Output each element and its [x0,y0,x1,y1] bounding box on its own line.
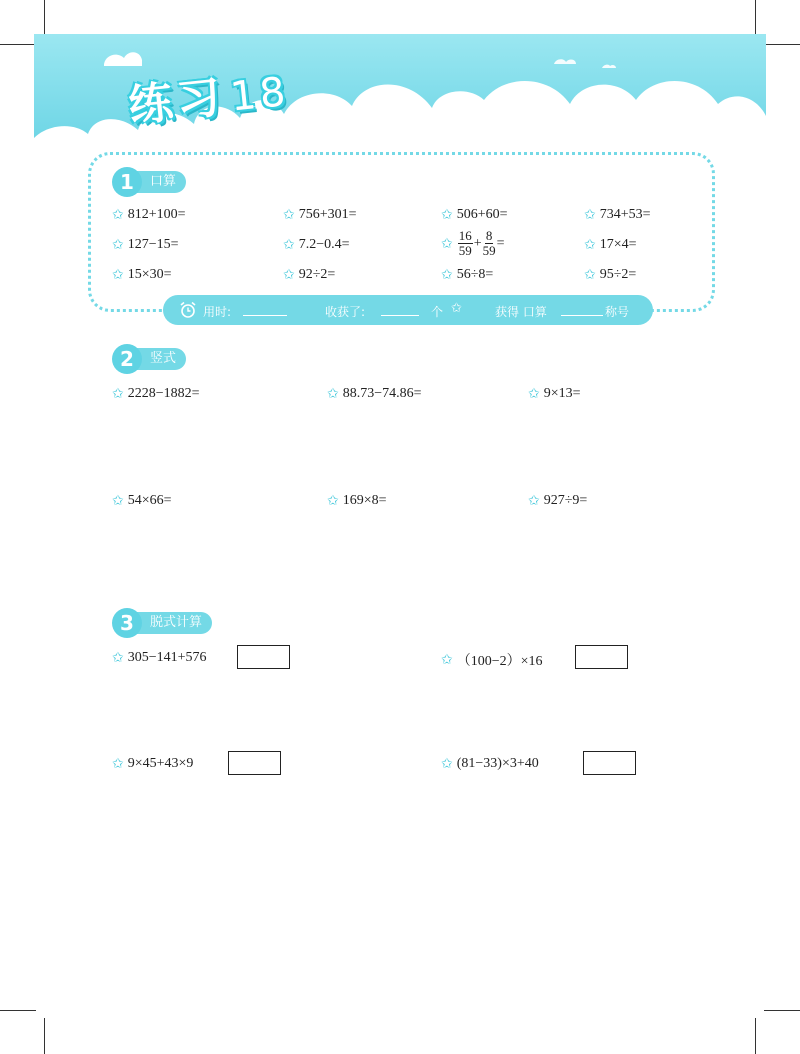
fraction: $\frac{16}{59}$ [458,228,472,258]
problem: ✩ 92÷2= [283,267,336,283]
crop-mark [44,1018,45,1054]
unit-label: 个 [431,305,444,319]
time-blank [243,315,287,316]
crop-mark [0,44,36,45]
crop-mark [764,44,800,45]
problem: ✩ 95÷2= [584,267,637,283]
problem: ✩ 927÷9= [528,493,588,509]
star-icon: ✩ [441,756,453,772]
crop-mark [755,1018,756,1054]
harvest-label: 收获了: [325,305,366,319]
star-icon: ✩ [327,386,339,402]
problem: ✩ 9×45+43×9 [112,756,194,772]
fraction: $\frac{8}{59}$ [482,228,496,258]
star-icon: ✩ [327,493,339,509]
star-icon: ✩ [283,267,295,283]
problem: ✩ 56÷8= [441,267,494,283]
section-1-label: 口算 [134,171,186,193]
section-2-badge: 2 [112,344,142,374]
problem: ✩ 127−15= [112,237,179,253]
problem: ✩ 88.73−74.86= [327,386,422,402]
problem: ✩ 15×30= [112,267,172,283]
time-label: 用时: [203,305,232,319]
answer-box[interactable] [583,751,636,775]
star-icon: ✩ [441,652,453,668]
star-icon: ✩ [584,267,596,283]
problem: ✩ 756+301= [283,207,357,223]
star-icon: ✩ [528,493,540,509]
star-icon: ✩ [112,386,124,402]
star-icon: ✩ [112,237,124,253]
star-icon: ✩ [584,207,596,223]
problem: ✩ (81−33)×3+40 [441,756,539,772]
title-text: 练习 [126,71,228,133]
star-icon: ✩ [283,237,295,253]
problem: ✩ （100−2）×16 [441,652,543,669]
problem: ✩ 734+53= [584,207,651,223]
fraction-problem: ✩ $\frac{16}{59}$ + $\frac{8}{59}$ = [441,228,505,258]
star-icon: ✩ [283,207,295,223]
section-2-label: 竖式 [134,348,186,370]
problem: ✩ 2228−1882= [112,386,200,402]
star-icon: ✩ [112,207,124,223]
status-bar [163,295,653,325]
star-icon: ✩ [441,235,453,252]
harvest-blank [381,315,419,316]
answer-box[interactable] [237,645,290,669]
title-label: 获得 口算 [495,305,547,319]
crop-mark [764,1010,800,1011]
crop-mark [44,0,45,36]
star-icon: ✩ [584,237,596,253]
answer-box[interactable] [575,645,628,669]
problem: ✩ 7.2−0.4= [283,237,350,253]
answer-box[interactable] [228,751,281,775]
star-icon: ✩ [112,267,124,283]
section-1-badge: 1 [112,167,142,197]
problem: ✩ 169×8= [327,493,387,509]
section-3-label: 脱式计算 [134,612,212,634]
star-icon: ✩ [528,386,540,402]
problem: ✩ 812+100= [112,207,186,223]
star-icon: ✩ [451,301,462,316]
crop-mark [0,1010,36,1011]
star-icon: ✩ [112,756,124,772]
star-icon: ✩ [112,650,124,666]
problem: ✩ 54×66= [112,493,172,509]
title-number: 18 [228,68,292,121]
title-suffix: 称号 [605,305,630,319]
crop-mark [755,0,756,36]
problem: ✩ 9×13= [528,386,581,402]
star-icon: ✩ [441,207,453,223]
title-blank [561,315,603,316]
star-icon: ✩ [112,493,124,509]
problem: ✩ 506+60= [441,207,508,223]
star-icon: ✩ [441,267,453,283]
problem: ✩ 305−141+576 [112,650,207,666]
section-3-badge: 3 [112,608,142,638]
alarm-clock-icon [179,301,197,319]
problem: ✩ 17×4= [584,237,637,253]
